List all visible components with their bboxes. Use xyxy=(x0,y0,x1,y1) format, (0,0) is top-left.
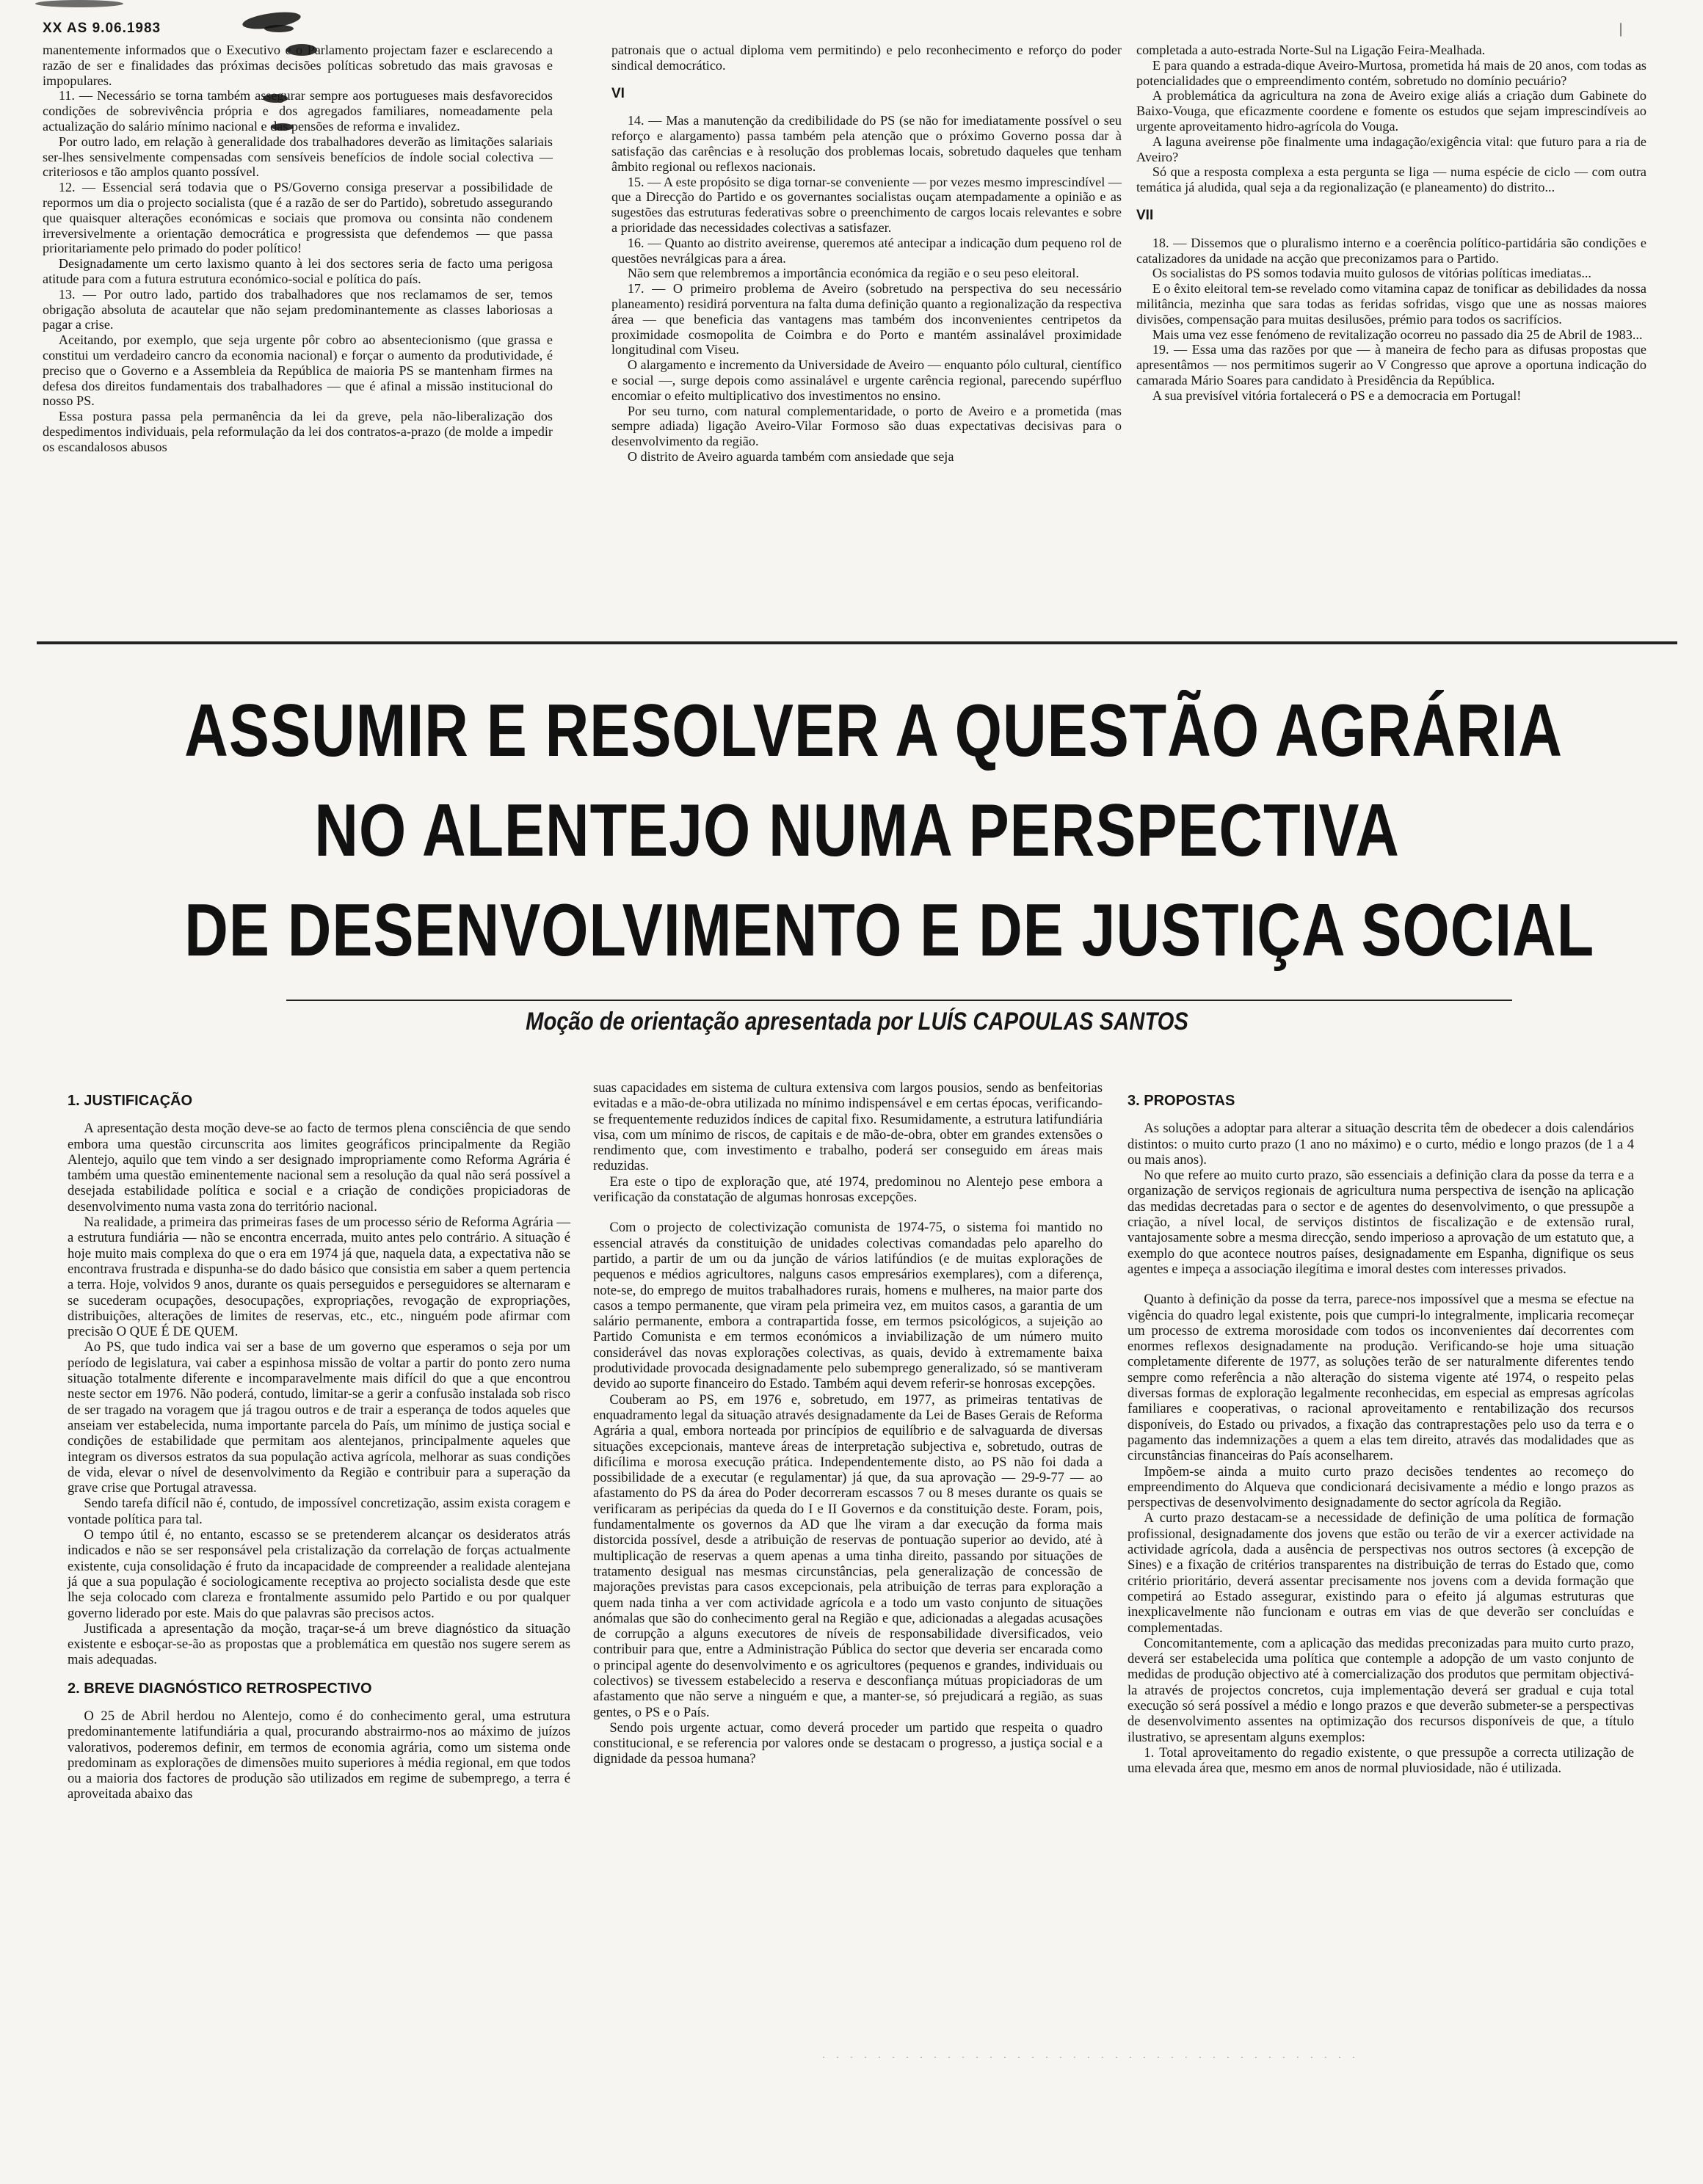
paragraph-gap xyxy=(1128,1277,1634,1292)
paragraph: 14. — Mas a manutenção da credibilidade do PS (se não for imediatamente possível o seu reforço e alargamento) passa também pela atenção que o próximo Governo possa dar à satisfação das carências e à resolução dos problemas locais, sobretudo daqueles que tenham âmbito regional ou reflexos nacionais. xyxy=(611,113,1122,174)
paragraph: 18. — Dissemos que o pluralismo interno e a coerência político-partidária são condições e catalizadores da unidade na acção que preconizamos para o Partido. xyxy=(1136,235,1646,266)
paragraph: A sua previsível vitória fortalecerá o PS e a democracia em Portugal! xyxy=(1152,387,1522,403)
section-heading: VII xyxy=(1136,207,1154,223)
paragraph: 11. — Necessário se torna também assegurar sempre aos portugueses mais desfavorecidos condições de sobrevivência própria e dos agregados familiares, nomeadamente pela actualização do salário mínimo nacional e das pensões de reforma e invalidez. xyxy=(43,88,553,134)
headline-line-1: ASSUMIR E RESOLVER A QUESTÃO AGRÁRIA xyxy=(184,690,1563,772)
section-divider xyxy=(37,641,1677,644)
article-column-3 xyxy=(1128,1080,1634,1776)
paragraph: Os socialistas do PS somos todavia muito gulosos de vitórias políticas imediatas... xyxy=(1152,266,1591,281)
paragraph: E para quando a estrada-dique Aveiro-Murtosa, prometida há mais de 20 anos, com todas as potencialidades que o empreendimento contém, sobretudo no domínio pecuário? xyxy=(1136,57,1646,88)
paragraph: A laguna aveirense põe finalmente uma indagação/exigência vital: que futuro para a ria de Aveiro? xyxy=(1136,134,1646,164)
paragraph: A curto prazo destacam-se a necessidade de definição de uma política de formação profissional, designadamente dos jovens que estão ou terão de vir a exercer actividade na actividade agrícola, dada a ausência de perspectivas nos outros sectores (à excepção de Sines) e a fixação de critérios transparentes na distribuição de terras do Estado que, como critério prioritário, deverá assentar precisamente nos jovens com a devida formação que competirá ao Estado assegurar, existindo para o efeito já algumas estruturas que inexplicavelmente não funcionam e outras em vias de que deverão ser concluídas e complementadas. xyxy=(1128,1510,1634,1636)
article-column-1 xyxy=(68,1080,570,1802)
top-column-1 xyxy=(43,43,553,455)
section-heading: 1. JUSTIFICAÇÃO xyxy=(68,1093,193,1109)
paragraph: O distrito de Aveiro aguarda também com ansiedade que seja xyxy=(627,448,954,464)
paragraph: Por outro lado, em relação à generalidade dos trabalhadores deverão as limitações salariais ser-lhes sensivelmente compensadas com sensíveis benefícios de índole social colectiva — criteriosos e tão amplos quanto possível. xyxy=(43,134,553,180)
paragraph: Mais uma vez esse fenómeno de revitalização ocorreu no passado dia 25 de Abril de 1983... xyxy=(1152,327,1643,342)
paragraph: Couberam ao PS, em 1976 e, sobretudo, em 1977, as primeiras tentativas de enquadramento legal da situação através designadamente da Lei de Bases Gerais de Reforma Agrária a qual, embora norteada por princípios de equilíbrio e de salvaguarda de diversas situações excepcionais, manteve áreas de interpretação subjectiva e, sobretudo, outras de dificílima e morosa execução prática. Independentemente disto, ao PS não foi dada a possibilidade de a executar (e regulamentar) já que, da sua aprovação — 29-9-77 — ao afastamento do PS da área do Poder decorreram escassos 7 ou 8 meses durante os quais se verificaram as peripécias da queda do I e II Governos e da constituição deste. Foram, pois, fundamentalmente os governos da AD que lhe viram a dar execução da forma mais distorcida possível, desde a atribuição de reservas de pontuação superior ao devido, até à multiplicação de reservas a quem apenas a uma tinha direito, passando por situações de tratamento desigual nas mesmas circunstâncias, pela generalização de concessão de majorações previstas para casos excepcionais, pela atribuição de terras para exploração a quem nada tinha a ver com actividade agrícola e a todo um vasto conjunto de situações anómalas que são do conhecimento geral na Região e que, adicionadas a alegadas acusações de corrupção a alguns executores de níveis de responsabilidade diversificados, veio contribuir para que, entre a Administração Pública do sector que deveria ser encarada como o principal agente do desenvolvimento e os agricultores (pequenos e grandes, individuais ou colectivos) se tivessem estabelecido a reserva e desconfiança mútuas propiciadoras de um afastamento que não serve a ninguém e que, a manter-se, só prejudicará a região, as suas gentes, o PS e o País. xyxy=(593,1391,1103,1720)
paragraph: O alargamento e incremento da Universidade de Aveiro — enquanto pólo cultural, científico e social —, surge depois como assinalável e urgente carência regional, parecendo supérfluo encomiar o efeito multiplicativo dos investimentos no ensino. xyxy=(611,357,1122,403)
paragraph: Com o projecto de colectivização comunista de 1974-75, o sistema foi mantido no essencial através da constituição de unidades colectivas comandadas pelo aparelho do partido, a partir de um ou da junção de vários latifúndios (e de muitas explorações de pequenos e médios agricultores, nalguns casos empresários exemplares), com a diferença, note-se, do emprego de muitos trabalhadores rurais, homens e mulheres, na maior parte dos casos a tempo permanente, que viram pela primeira vez, em muitos casos, a garantia de um salário permanente, embora a contrapartida fosse, em termos psicológicos, a sujeição ao Partido Comunista e em termos económicos a inviabilização de um número muito considerável das novas explorações colectivas, as quais, devido à extremamente baixa produtividade provocada designadamente pelo subemprego generalizado, só se mantiveram devido ao suporte financeiro do Estado. Também aqui devem referir-se honrosas excepções. xyxy=(593,1220,1103,1392)
paragraph: As soluções a adoptar para alterar a situação descrita têm de obedecer a dois calendários distintos: o muito curto prazo (1 ano no máximo) e o curto, médio e longo prazos (de 1 a 4 ou mais anos). xyxy=(1128,1121,1634,1168)
paragraph: Ao PS, que tudo indica vai ser a base de um governo que esperamos o seja por um período de legislatura, vai caber a espinhosa missão de voltar a partir do ponto zero numa situação totalmente diferente e incomparavelmente mais difícil do que a que encontrou neste sector em 1976. Não poderá, contudo, limitar-se a gerir a confusão instalada sob risco de ser tragado na voragem que já tragou outros e de trair a esperança de todos aqueles que anseiam ver estabelecida, numa importante parcela do País, um mínimo de justiça social e condições de estabilidade que permitam aos alentejanos, principalmente aqueles que integram os diversos estratos da sua população activa agrícola, melhorar as suas condições de vida, elevar o nível de desenvolvimento da Região e contribuir para a superação da grave crise que Portugal atravessa. xyxy=(68,1339,570,1496)
paragraph: Impõem-se ainda a muito curto prazo decisões tendentes ao recomeço do empreendimento do Alqueva que condicionará decisivamente a médio e longo prazos as perspectivas de desenvolvimento designadamente do sector agrícola da Região. xyxy=(1128,1463,1634,1511)
paragraph: Quanto à definição da posse da terra, parece-nos impossível que a mesma se efectue na vigência do quadro legal existente, pois que cumpri-lo integralmente, implicaria recomeçar um processo de extrema morosidade com todos os inconvenientes daí decorrentes com enormes reflexos designadamente na produção. Verificando-se hoje uma situação completamente diferente de 1977, as soluções terão de ser naturalmente diferentes tendo sempre como referência a não alteração do sistema vigente até 1974, o respeito pelas diversas formas de exploração legalmente reconhecidas, em especial as empresas agrícolas familiares e cooperativas, o racional aproveitamento e rentabilização dos recursos disponíveis, do Estado ou privados, a fixação das contraprestações pelo uso da terra e o pagamento das indemnizações a quem a elas tem direito, através das modalidades que as circunstâncias financeiras do País aconselharem. xyxy=(1128,1292,1634,1464)
corner-mark: | xyxy=(1619,21,1622,37)
ink-blot xyxy=(264,25,294,32)
paragraph: 13. — Por outro lado, partido dos trabalhadores que nos reclamamos de ser, temos obrigação absoluta de acautelar que não sejam predominantemente as classes laboriosas a pagar a crise. xyxy=(43,286,553,332)
paragraph: Concomitantemente, com a aplicação das medidas preconizadas para muito curto prazo, deverá ser estabelecida uma política que contemple a adopção de um vasto conjunto de medidas de produção objectivo até à comercialização dos produtos que permitam objectivá-la através de projectos concretos, cuja implementação deverá ser gradual e cuja total execução só será possível a médio e longo prazos e que deverão submeter-se a perspectivas de desenvolvimento assentes na optimização dos recursos disponíveis de que, a título ilustrativo, se apresentam alguns exemplos: xyxy=(1128,1635,1634,1745)
paragraph: suas capacidades em sistema de cultura extensiva com largos pousios, sendo as benfeitorias evitadas e a mão-de-obra utilizada no mínimo indispensável e em certas épocas, verificando-se frequentemente reduzidos índices de capital fixo. Resumidamente, a estrutura latifundiária visa, com um mínimo de riscos, de capitais e de mão-de-obra, obter em grandes extensões o rendimento que, com investimento e trabalho, poderá ser conseguido em áreas mais reduzidas. xyxy=(593,1080,1103,1174)
paragraph: No que refere ao muito curto prazo, são essenciais a definição clara da posse da terra e a organização de serviços regionais de agricultura numa perspectiva de isenção na aplicação das medidas decretadas para o sector e de agentes do desenvolvimento, o que pressupõe a criação, a nível local, de serviços distintos de fiscalização e de extensão rural, vantajosamente sobre a mesma direcção, sendo imperioso a aprovação de um estatuto que, a exemplo do que acontece noutros países, designadamente em Espanha, dignifique os seus agentes e impeça a associação ilegítima e imoral destes com interesses privados. xyxy=(1128,1168,1634,1277)
paragraph: 15. — A este propósito se diga tornar-se conveniente — por vezes mesmo imprescindível — que a Direcção do Partido e os governantes socialistas ouçam atempadamente a opinião e as sugestões das estruturas federativas sobre o preenchimento de cargos locais relevantes e sobre a prioridade das necessidades colectivas a satisfazer. xyxy=(611,174,1122,235)
section-heading: VI xyxy=(611,85,625,101)
paragraph: Não sem que relembremos a importância económica da região e o seu peso eleitoral. xyxy=(627,266,1079,281)
paragraph: Na realidade, a primeira das primeiras fases de um processo sério de Reforma Agrária — a estrutura fundiária — não se encontra encerrada, muito antes pelo contrário. A situação é hoje muito mais complexa do que o era em 1974 já que, naquela data, a expectativa não se encontrava frustrada e dispunha-se do dado básico que consistia em saber a quem pertencia a terra. Hoje, volvidos 9 anos, durante os quais perseguidos e perseguidores se alternaram e se sucederam ocupações, desocupações, expropriações, revogação de expropriações, distribuições, alterações de limites de reservas, etc., etc., ninguém pode afirmar com precisão O QUE É DE QUEM. xyxy=(68,1215,570,1340)
paragraph: Justificada a apresentação da moção, traçar-se-á um breve diagnóstico da situação existente e esboçar-se-ão as propostas que a problemática em questão nos sugere serem as mais adequadas. xyxy=(68,1620,570,1668)
byline-rule xyxy=(286,1000,1512,1001)
paragraph: Por seu turno, com natural complementaridade, o porto de Aveiro e a prometida (mas sempre adiada) ligação Aveiro-Vilar Formoso são duas expectativas decisivas para o desenvolvimento da região. xyxy=(611,403,1122,449)
paragraph: Sendo tarefa difícil não é, contudo, de impossível concretização, assim exista coragem e vontade política para tal. xyxy=(68,1496,570,1527)
paragraph: 16. — Quanto ao distrito aveirense, queremos até antecipar a indicação dum pequeno rol de questões nevrálgicas para a área. xyxy=(611,235,1122,266)
ink-blot xyxy=(35,0,123,7)
paragraph: Só que a resposta complexa a esta pergunta se liga — numa espécie de ciclo — com outra temática já aludida, qual seja a da regionalização (e planeamento) do distrito... xyxy=(1136,164,1646,195)
headline-line-2: NO ALENTEJO NUMA PERSPECTIVA xyxy=(314,790,1400,872)
paragraph: Aceitando, por exemplo, que seja urgente pôr cobro ao absentecionismo (que grassa e constitui um verdadeiro cancro da economia nacional) e forçar o aumento da produtividade, é preciso que o Governo e a Assembleia da República de maioria PS se mantenham firmes na defesa dos direitos fundamentais dos trabalhadores — que é afinal a missão institucional do nosso PS. xyxy=(43,332,553,409)
paragraph: A apresentação desta moção deve-se ao facto de termos plena consciência de que sendo embora uma questão circunscrita aos limites geográficos principalmente da Região Alentejo, aquilo que tem vindo a ser designado impropriamente como Reforma Agrária é também uma questão eminentemente nacional sem a resolução da qual não será possível a desejada estabilidade política e social e a criação de condições propiciadoras de desenvolvimento numa vasta zona do território nacional. xyxy=(68,1121,570,1215)
paragraph: 12. — Essencial será todavia que o PS/Governo consiga preservar a possibilidade de repormos um dia o projecto socialista (que é a razão de ser do Partido), sobretudo assegurando que quaisquer alterações económicas e sociais que promova ou consinta não condenem irreversivelmente a orientação democrática e progressista que defendemos — que passa prioritariamente pelo primado do poder político! xyxy=(43,180,553,256)
paragraph: O tempo útil é, no entanto, escasso se se pretenderem alcançar os desideratos atrás indicados e não se ser responsável pela cristalização da correlação de forças actualmente existente, cuja consolidação é fruto da incapacidade de compreender a realidade alentejana já que a sua população é sociologicamente receptiva ao projecto socialista desde que este lhe seja colocado com clareza e frontalmente assumido pelo Partido e ou por qualquer governo liderado por este. Mais do que palavras são precisos actos. xyxy=(68,1527,570,1621)
paragraph: 17. — O primeiro problema de Aveiro (sobretudo na perspectiva do seu necessário planeamento) residirá porventura na falta duma definição quanto a regionalização da respectiva área — que beneficia das vantagens mas também dos inconvenientes centripetos da proximidade cosmopolita de Coimbra e do Porto e mantém assinalável proximidade longitudinal com Viseu. xyxy=(611,281,1122,357)
headline xyxy=(184,681,1595,980)
top-column-2 xyxy=(611,43,1122,465)
section-heading: 3. PROPOSTAS xyxy=(1128,1093,1235,1109)
article-column-2 xyxy=(593,1080,1103,1767)
paragraph: Essa postura passa pela permanência da lei da greve, pela não-liberalização dos despedimentos individuais, pela reformulação da lei dos contratos-a-prazo (de molde a impedir os escandalosos abusos xyxy=(43,409,553,454)
paragraph: Sendo pois urgente actuar, como deverá proceder um partido que respeita o quadro constitucional, e se referencia por valores onde se destacam o progresso, a justiça social e a dignidade da pessoa humana? xyxy=(593,1719,1103,1767)
paragraph: completada a auto-estrada Norte-Sul na Ligação Feira-Mealhada. xyxy=(1136,43,1486,57)
headline-line-3: DE DESENVOLVIMENTO E DE JUSTIÇA SOCIAL xyxy=(184,889,1595,972)
print-noise: · · · · · · · · · · · · · · · · · · · · · · · · · · · · · · · · · · · · · · · xyxy=(822,2052,1359,2062)
paragraph: patronais que o actual diploma vem permitindo) e pelo reconhecimento e reforço do poder sindical democrático. xyxy=(611,43,1122,73)
paragraph: A problemática da agricultura na zona de Aveiro exige aliás a criação dum Gabinete do Baixo-Vouga, que eficazmente coordene e fomente os estudos que sejam imprescindíveis ao urgente aproveitamento hidro-agrícola do Vouga. xyxy=(1136,88,1646,134)
paragraph: O 25 de Abril herdou no Alentejo, como é do conhecimento geral, uma estrutura predominantemente latifundiária a qual, procurando abstrairmo-nos ao máximo de juízos valorativos, poderemos definir, em termos de economia agrária, como um sistema onde predominam as explorações de dimensões muito superiores à média regional, em que todos ou a maioria dos factores de produção são utilizados em regime de subemprego, a terra é aproveitada abaixo das xyxy=(68,1708,570,1802)
paragraph-gap xyxy=(593,1205,1103,1220)
byline: Moção de orientação apresentada por LUÍS CAPOULAS SANTOS xyxy=(526,1008,1188,1035)
paragraph: Designadamente um certo laxismo quanto à lei dos sectores seria de facto uma perigosa atitude para com a futura estrutura económico-social e política do país. xyxy=(43,256,553,286)
page-reference: XX AS 9.06.1983 xyxy=(43,21,161,36)
paragraph: manentemente informados que o Executivo e o Parlamento projectam fazer e esclarecendo a razão de ser e finalidades das próximas decisões políticas sobretudo das mais gravosas e impopulares. xyxy=(43,43,553,88)
section-heading: 2. BREVE DIAGNÓSTICO RETROSPECTIVO xyxy=(68,1680,372,1697)
top-column-3 xyxy=(1136,43,1646,404)
paragraph: 19. — Essa uma das razões por que — à maneira de fecho para as difusas propostas que apresentâmos — nos permitimos sugerir ao V Congresso que aprove a oportuna indicação do camarada Mário Soares para candidato à Presidência da República. xyxy=(1136,342,1646,387)
paragraph: 1. Total aproveitamento do regadio existente, o que pressupõe a correcta utilização de uma elevada área que, mesmo em anos de normal pluviosidade, não é utilizada. xyxy=(1128,1744,1634,1777)
paragraph: E o êxito eleitoral tem-se revelado como vitamina capaz de tonificar as debilidades da nossa militância, mezinha que sara todas as feridas sofridas, visgo que une as nossas maiores divisões, compensação para muitas desilusões, prémio para todos os sacrifícios. xyxy=(1136,281,1646,327)
paragraph: Era este o tipo de exploração que, até 1974, predominou no Alentejo pese embora a verificação da constatação de algumas honrosas excepções. xyxy=(593,1173,1103,1206)
